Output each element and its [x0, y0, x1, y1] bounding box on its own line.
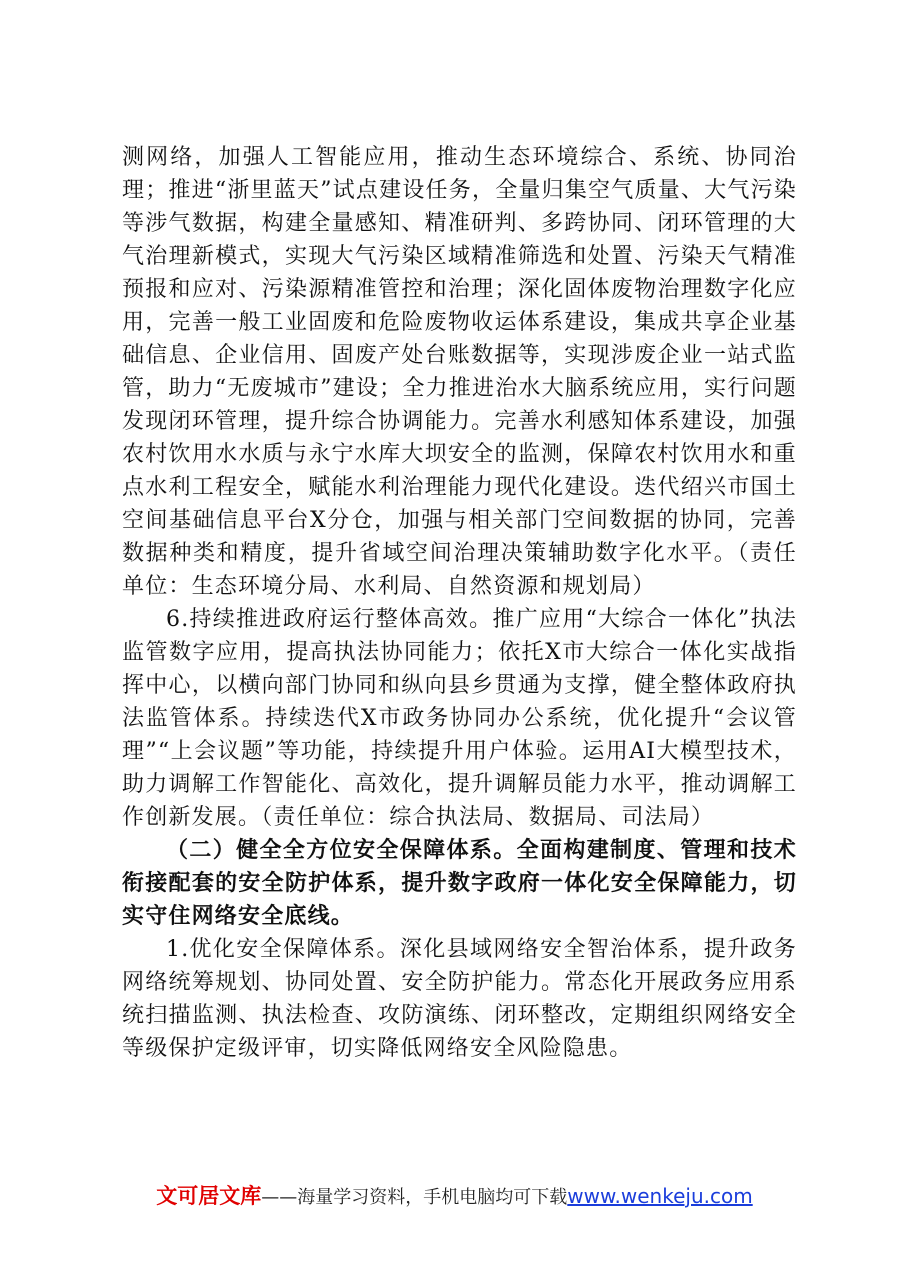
- paragraph-item-6: 6.持续推进政府运行整体高效。推广应用“大综合一体化”执法监管数字应用，提高执法协同能力；依托X市大综合一体化实战指挥中心，以横向部门协同和纵向县乡贯通为支撑，健全整体政府执法监管体系。持续迭代X市政务协同办公系统，优化提升“会议管理”“上会议题”等功能，持续提升用户体验。运用AI大模型技术，助力调解工作智能化、高效化，提升调解员能力水平，推动调解工作创新发展。（责任单位：综合执法局、数据局、司法局）: [122, 607, 797, 830]
- paragraph-item-1: 1.优化安全保障体系。深化县域网络安全智治体系，提升政务网络统筹规划、协同处置、安全防护能力。常态化开展政务应用系统扫描监测、执法检查、攻防演练、闭环整改，定期组织网络安全等级保护定级评审，切实降低网络安全风险隐患。: [122, 937, 797, 1061]
- section-heading-2: （二）健全全方位安全保障体系。全面构建制度、管理和技术衔接配套的安全防护体系，提升数字政府一体化安全保障能力，切实守住网络安全底线。: [122, 838, 797, 929]
- footer-slogan: ——海量学习资料，手机电脑均可下载: [261, 1187, 568, 1208]
- paragraph-continuation: 测网络，加强人工智能应用，推动生态环境综合、系统、协同治理；推进“浙里蓝天”试点建设任务，全量归集空气质量、大气污染等涉气数据，构建全量感知、精准研判、多跨协同、闭环管理的大气治理新模式，实现大气污染区域精准筛选和处置、污染天气精准预报和应对、污染源精准管控和治理；深化固体废物治理数字化应用，完善一般工业固废和危险废物收运体系建设，集成共享企业基础信息、企业信用、固废产处台账数据等，实现涉废企业一站式监管，助力“无废城市”建设；全力推进治水大脑系统应用，实行问题发现闭环管理，提升综合协调能力。完善水利感知体系建设，加强农村饮用水水质与永宁水库大坝安全的监测，保障农村饮用水和重点水利工程安全，赋能水利治理能力现代化建设。迭代绍兴市国土空间基础信息平台X分仓，加强与相关部门空间数据的协同，完善数据种类和精度，提升省域空间治理决策辅助数字化水平。（责任单位：生态环境分局、水利局、自然资源和规划局）: [122, 145, 797, 599]
- footer-brand: 文可居文库: [156, 1184, 262, 1208]
- document-body: [122, 141, 797, 1065]
- footer-link[interactable]: www.wenkeju.com: [567, 1184, 753, 1208]
- footer-banner: [0, 1180, 909, 1210]
